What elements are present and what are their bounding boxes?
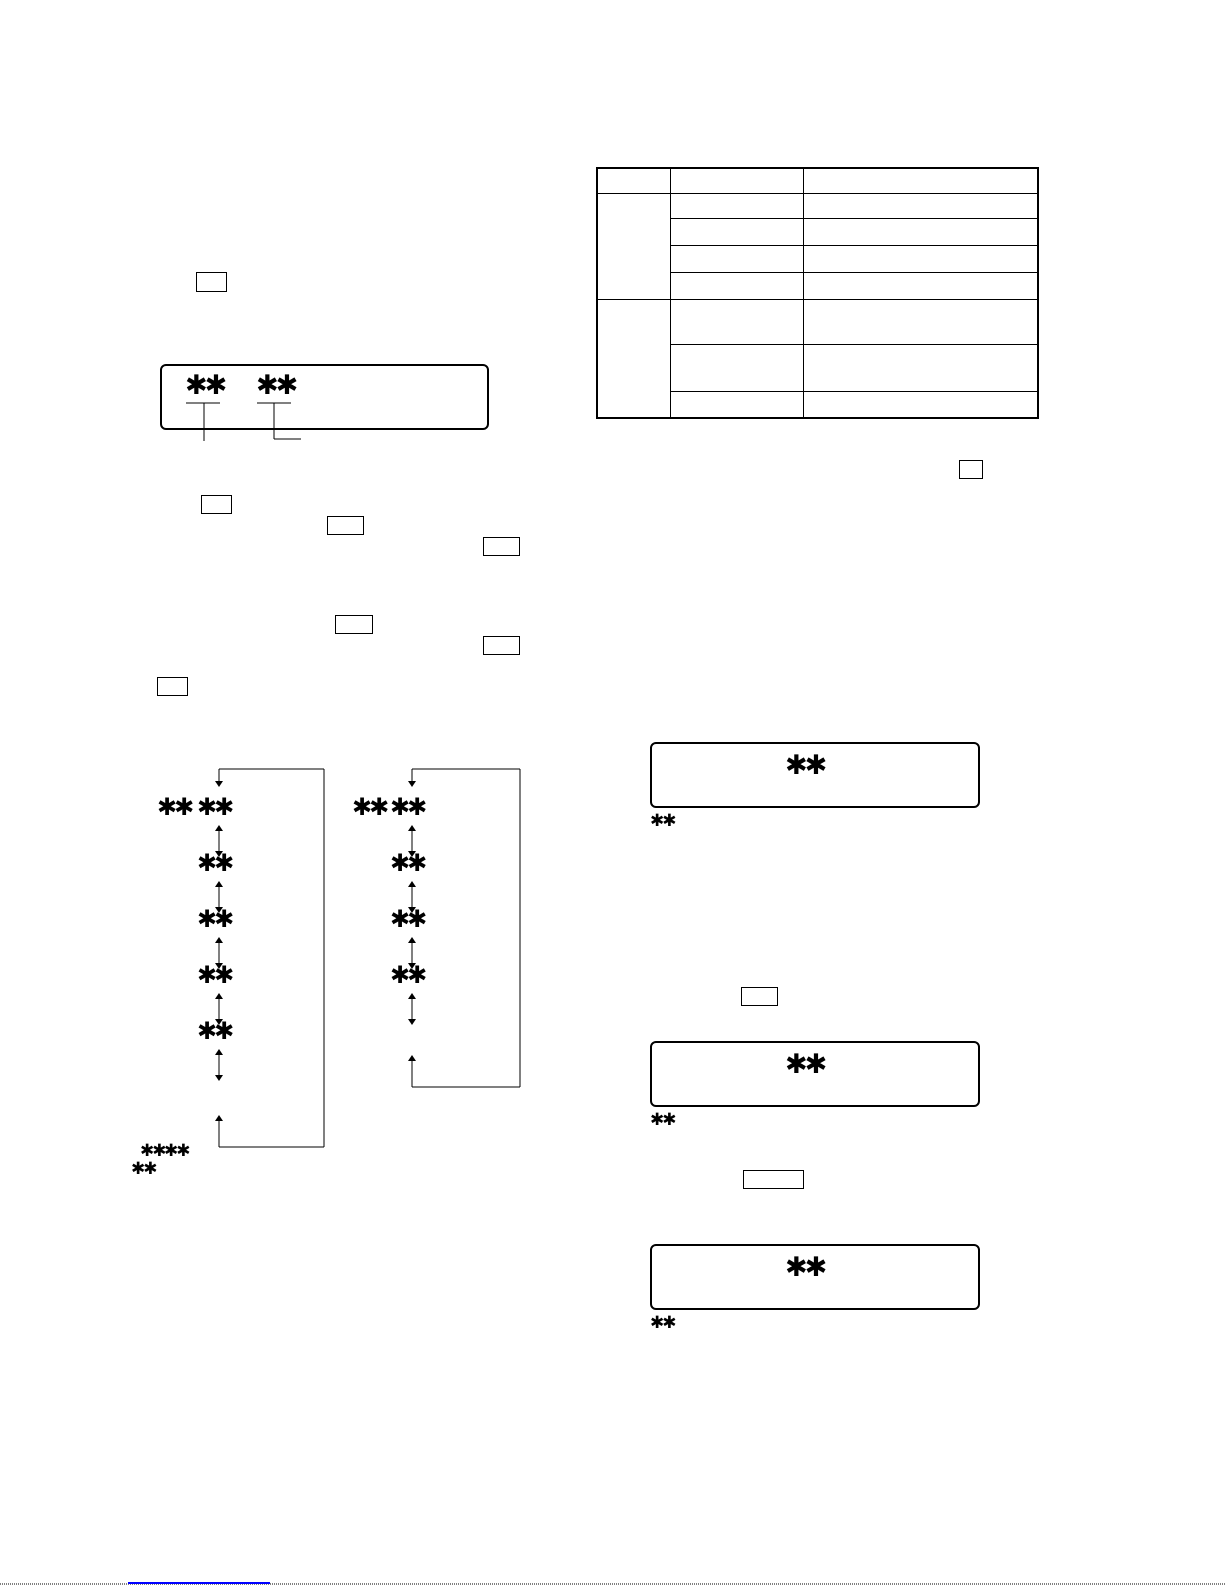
- flow2-item-1-left: ✱✱: [352, 793, 387, 821]
- flow1-item-5: ✱✱: [197, 1017, 232, 1045]
- flow2-item-3: ✱✱: [390, 905, 425, 933]
- flow1-item-1-left: ✱✱: [157, 793, 192, 821]
- flow2-item-2: ✱✱: [390, 849, 425, 877]
- lcd4-note-symbol: ✱✱: [650, 1313, 675, 1333]
- flow2-item-4: ✱✱: [390, 961, 425, 989]
- flow1-item-3: ✱✱: [197, 905, 232, 933]
- lcd4-field: ✱✱: [785, 1252, 825, 1283]
- leader-lines: [186, 403, 301, 441]
- footer-rule: [0, 1583, 1225, 1584]
- flow2-item-1: ✱✱: [390, 793, 425, 821]
- lcd3-field: ✱✱: [785, 1049, 825, 1080]
- lcd3-note-symbol: ✱✱: [650, 1110, 675, 1130]
- note-symbol-a: ✱✱: [140, 1141, 165, 1161]
- display-field-left: ✱✱: [185, 370, 225, 401]
- flow1-item-1: ✱✱: [197, 793, 232, 821]
- flow2-lines: [412, 769, 520, 1087]
- flow1-item-2: ✱✱: [197, 849, 232, 877]
- note-symbol-b: ✱✱: [164, 1141, 189, 1161]
- display-field-right: ✱✱: [256, 370, 296, 401]
- flow1-lines: [219, 769, 324, 1147]
- lcd2-field: ✱✱: [785, 750, 825, 781]
- note-symbol-c: ✱✱: [131, 1159, 156, 1179]
- flow1-item-4: ✱✱: [197, 961, 232, 989]
- lcd2-note-symbol: ✱✱: [650, 811, 675, 831]
